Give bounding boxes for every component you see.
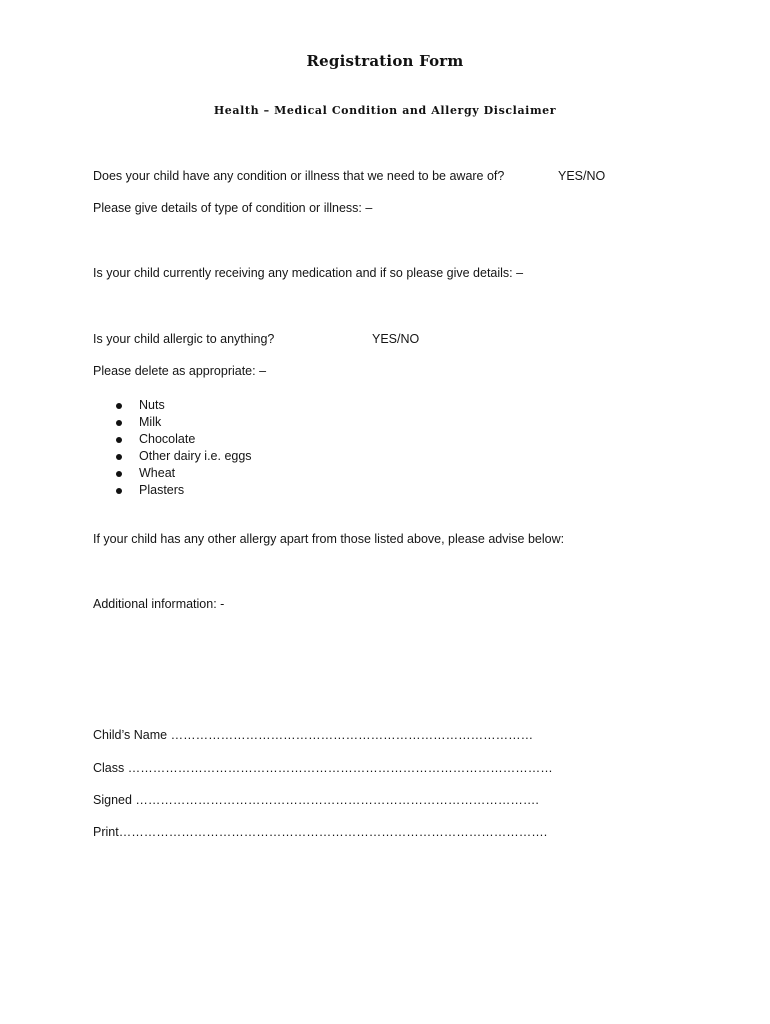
bullet-icon	[116, 437, 122, 443]
allergy-yes-no: YES/NO	[372, 332, 420, 346]
condition-yes-no: YES/NO	[558, 169, 606, 183]
bullet-icon	[116, 403, 122, 409]
additional-info-label: Additional information: -	[93, 597, 225, 611]
condition-details-prompt: Please give details of type of condition or illness: –	[93, 201, 373, 215]
signed-field: Signed …………………………………………………………………………………….	[93, 793, 539, 807]
allergy-question: Is your child allergic to anything?	[93, 332, 275, 346]
print-field: Print………………………………………………………………………………………….	[93, 825, 548, 839]
class-field: Class …………………………………………………………………………………………	[93, 761, 553, 775]
bullet-icon	[116, 454, 122, 460]
form-title: Registration Form	[306, 52, 464, 70]
allergen-label: Nuts	[139, 398, 165, 412]
bullet-icon	[116, 471, 122, 477]
allergen-label: Milk	[139, 415, 162, 429]
allergen-label: Other dairy i.e. eggs	[139, 449, 252, 463]
allergen-label: Wheat	[139, 466, 176, 480]
other-allergy-prompt: If your child has any other allergy apart from those listed above, please advise below:	[93, 532, 565, 546]
form-subtitle: Health – Medical Condition and Allergy Disclaimer	[213, 104, 557, 117]
delete-instruction: Please delete as appropriate: –	[93, 364, 267, 378]
bullet-icon	[116, 420, 122, 426]
allergen-label: Plasters	[139, 483, 185, 497]
condition-question: Does your child have any condition or illness that we need to be aware of?	[93, 169, 505, 183]
allergen-label: Chocolate	[139, 432, 196, 446]
bullet-icon	[116, 488, 122, 494]
childs-name-field: Child’s Name ……………………………………………………………………………	[93, 728, 534, 742]
medication-question: Is your child currently receiving any medication and if so please give details: –	[93, 266, 524, 280]
